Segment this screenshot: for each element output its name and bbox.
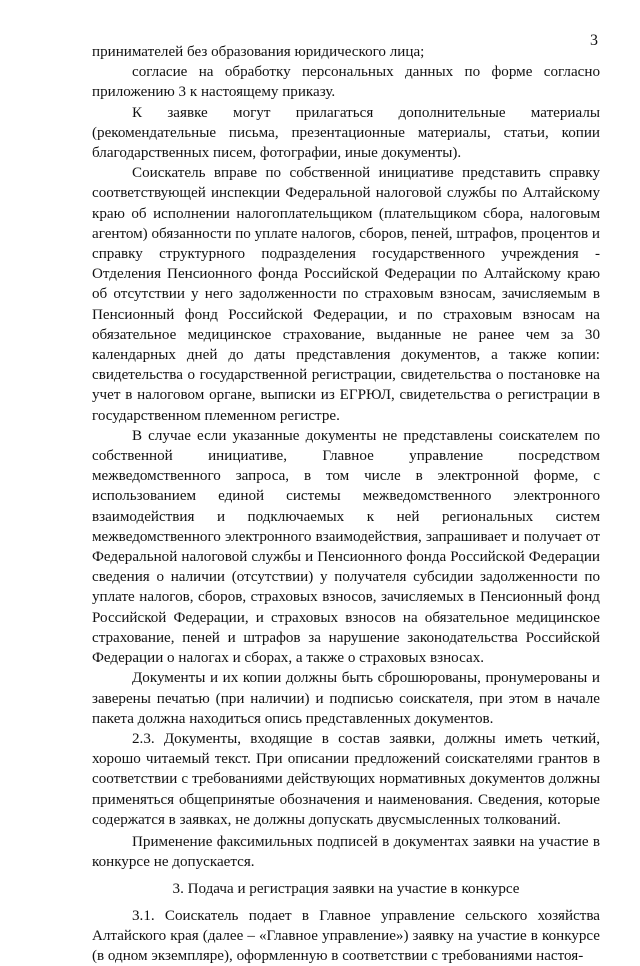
- paragraph-submission: 3.1. Соискатель подает в Главное управление сельского хозяйства Алтайского края (далее – «Главное управление») заявку на участие в конкурсе (в одном экземпляре), оформленную в соответствии с требованиями настоя-: [92, 907, 600, 964]
- paragraph-additional-materials: К заявке могут прилагаться дополнительные материалы (рекомендательные письма, презентационные материалы, статьи, копии благодарственных писем, фотографии, иные документы).: [92, 104, 600, 162]
- document-body: [92, 42, 600, 966]
- paragraph-consent: согласие на обработку персональных данных по форме согласно приложению 3 к настоящему приказу.: [92, 64, 600, 101]
- paragraph-tax-certificates: Соискатель вправе по собственной инициативе представить справку соответствующей инспекции Федеральной налоговой службы по Алтайскому краю об исполнении налогоплательщиком (плательщиком сбора, налоговым агентом) обязанности по уплате налогов, сборов, пеней, штрафов, процентов и справку структурного подразделения государственного учреждения - Отделения Пенсионного фонда Российской Федерации по Алтайскому краю об отсутствии у него задолженности по страховым взносам, зачисляемым в Пенсионный фонд Российской Федерации, и по страховым взносам на обязательное медицинское страхование, выданные не ранее чем за 30 календарных дней до даты представления документов, а также копии: свидетельства о государственной регистрации, свидетельства о постановке на учет в налоговом органе, выписки из ЕГРЮЛ, свидетельства о регистрации в государственном племенном регистре.: [92, 165, 600, 424]
- paragraph-facsimile-signatures: Применение факсимильных подписей в документах заявки на участие в конкурсе не допускается.: [92, 833, 600, 871]
- paragraph-binding-requirements: Документы и их копии должны быть сброшюрованы, пронумерованы и заверены печатью (при наличии) и подписью соискателя, при этом в начале пакета должна находиться опись представленных документов.: [92, 670, 600, 727]
- paragraph-continuation: принимателей без образования юридического лица;: [92, 44, 425, 60]
- paragraph-interdepartmental-request: В случае если указанные документы не представлены соискателем по собственной инициативе, Главное управление посредством межведомственного запроса, в том числе в электронной форме, с использованием единой системы межведомственного электронного взаимодействия и подключаемых к ней региональных систем межведомственного электронного взаимодействия, запрашивает и получает от Федеральной налоговой службы и Пенсионного фонда Российской Федерации сведения о наличии (отсутствии) у получателя субсидии задолженности по уплате налогов, сборов, страховых взносов, зачисляемых в Пенсионный фонд Российской Федерации, и страховых взносов на обязательное медицинское страхование, пеней и штрафов за нарушение законодательства Российской Федерации о налогах и сборах, а также о страховых взносах.: [92, 427, 600, 667]
- paragraph-document-legibility: 2.3. Документы, входящие в состав заявки, должны иметь четкий, хорошо читаемый текст. При описании предложений соискателями грантов в соответствии с требованиями действующих нормативных документов должны применяться общепринятые обозначения и наименования. Сведения, которые содержатся в заявках, не должны допускать двусмысленных толкований.: [92, 730, 600, 828]
- section-heading: 3. Подача и регистрация заявки на участие в конкурсе: [172, 881, 520, 898]
- page-number: 3: [590, 32, 598, 49]
